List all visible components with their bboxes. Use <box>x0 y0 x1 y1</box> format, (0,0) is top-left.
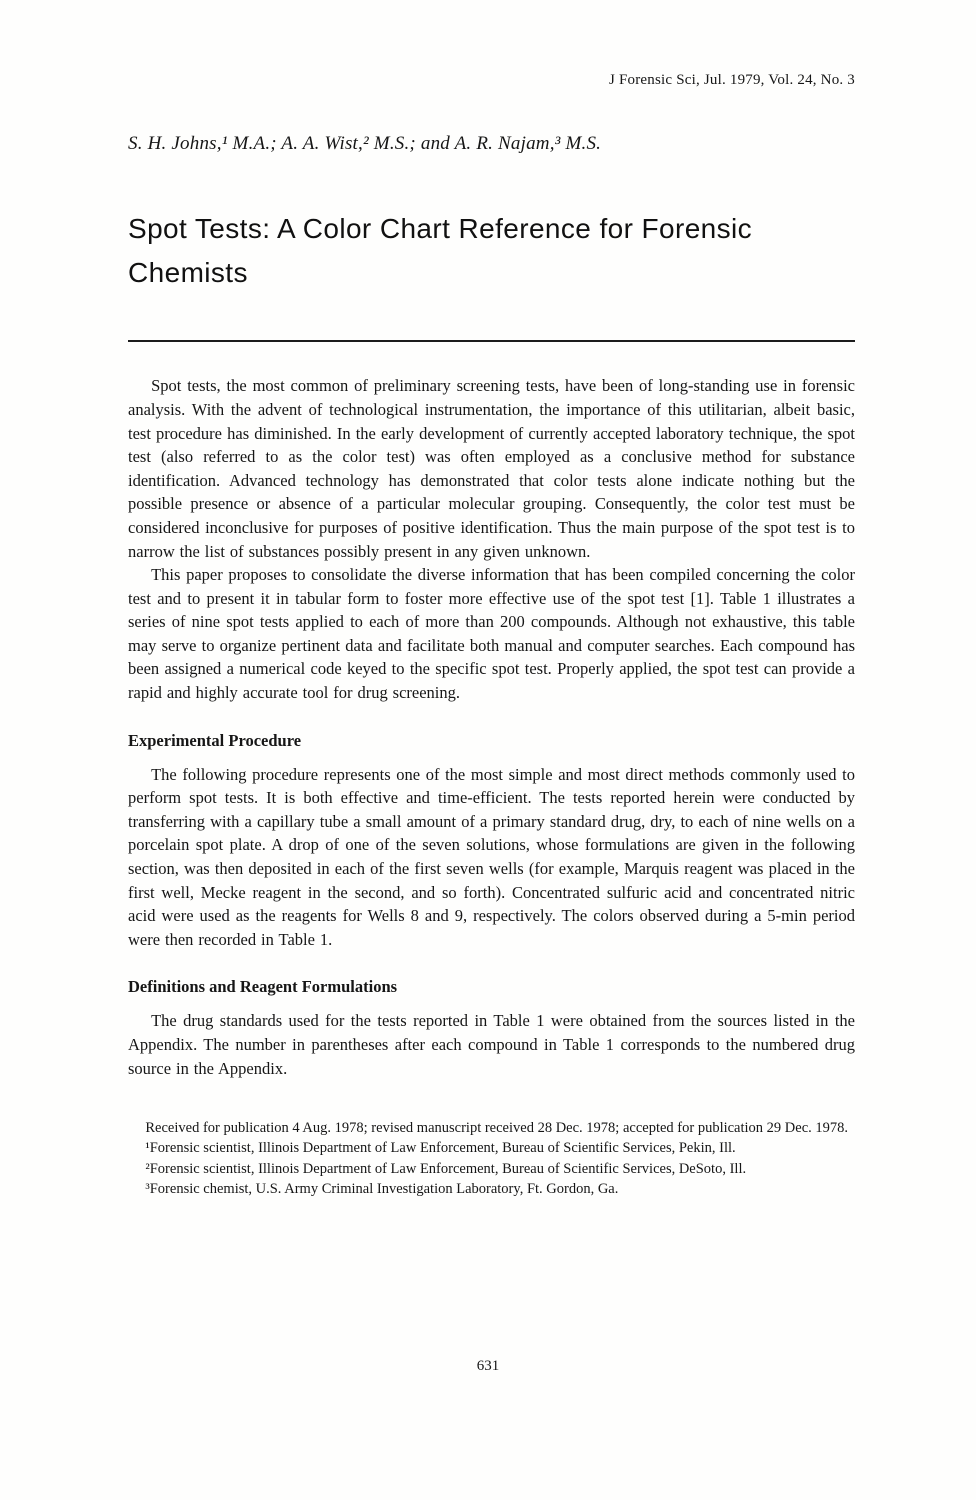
page-number: 631 <box>476 1358 500 1374</box>
section-heading-definitions-reagents: Definitions and Reagent Formulations <box>128 977 398 997</box>
authors-line: S. H. Johns,¹ M.A.; A. A. Wist,² M.S.; and A. R. Najam,³ M.S. <box>128 133 602 154</box>
intro-paragraph-2: This paper proposes to consolidate the diverse information that has been compiled concerning the color test and to present it in tabular form to foster more effective use of the spot test [1]. Table 1 illustrates a series of nine spot tests applied to each of more than 200 compounds. Although not exhaustive, this table may serve to organize pertinent data and facilitate both manual and computer searches. Each compound has been assigned a numerical code keyed to the specific spot test. Properly applied, the spot test can provide a rapid and highly accurate tool for drug screening. <box>128 565 855 703</box>
footnote-1: ¹Forensic scientist, Illinois Department of Law Enforcement, Bureau of Scientific Services, Pekin, Ill. <box>145 1140 736 1157</box>
definitions-paragraph: The drug standards used for the tests reported in Table 1 were obtained from the sources listed in the Appendix. The number in parentheses after each compound in Table 1 corresponds to the numbered drug source in the Appendix. <box>128 1011 855 1078</box>
article-title <box>128 207 855 294</box>
footnotes-block <box>128 1118 855 1199</box>
article-body <box>128 374 855 1199</box>
article-title-line2: Chemists <box>128 256 248 288</box>
footnote-3: ³Forensic chemist, U.S. Army Criminal Investigation Laboratory, Ft. Gordon, Ga. <box>145 1181 619 1198</box>
title-divider <box>128 340 855 342</box>
journal-header: J Forensic Sci, Jul. 1979, Vol. 24, No. 3 <box>609 72 855 88</box>
article-title-line1: Spot Tests: A Color Chart Reference for Forensic <box>128 213 753 244</box>
section-heading-experimental-procedure: Experimental Procedure <box>128 730 302 750</box>
footnote-received: Received for publication 4 Aug. 1978; revised manuscript received 28 Dec. 1978; accepted for publication 29 Dec. 1978. <box>145 1120 849 1137</box>
experimental-procedure-paragraph: The following procedure represents one of the most simple and most direct methods commonly used to perform spot tests. It is both effective and time-efficient. The tests reported herein were conducted by transferring with a capillary tube a small amount of a primary standard drug, dry, to each of nine wells on a porcelain spot plate. A drop of one of the seven solutions, whose formulations are given in the following section, was then deposited in each of the first seven wells (for example, Marquis reagent was placed in the first well, Mecke reagent in the second, and so forth). Concentrated sulfuric acid and concentrated nitric acid were used as the reagents for Wells 8 and 9, respectively. The colors observed during a 5-min period were then recorded in Table 1. <box>128 764 855 949</box>
intro-paragraph-1: Spot tests, the most common of preliminary screening tests, have been of long-standing use in forensic analysis. With the advent of technological instrumentation, the importance of this utilitarian, albeit basic, test procedure has diminished. In the early development of currently accepted laboratory technique, the spot test (also referred to as the color test) was often employed as a conclusive method for substance identification. Advanced technology has demonstrated that color tests alone indicate nothing but the possible presence or absence of a particular molecular grouping. Consequently, the color test must be considered inconclusive for purposes of positive identification. Thus the main purpose of the spot test is to narrow the list of substances possibly present in any given unknown. <box>128 376 855 561</box>
footnote-2: ²Forensic scientist, Illinois Department of Law Enforcement, Bureau of Scientific Services, DeSoto, Ill. <box>145 1160 747 1177</box>
